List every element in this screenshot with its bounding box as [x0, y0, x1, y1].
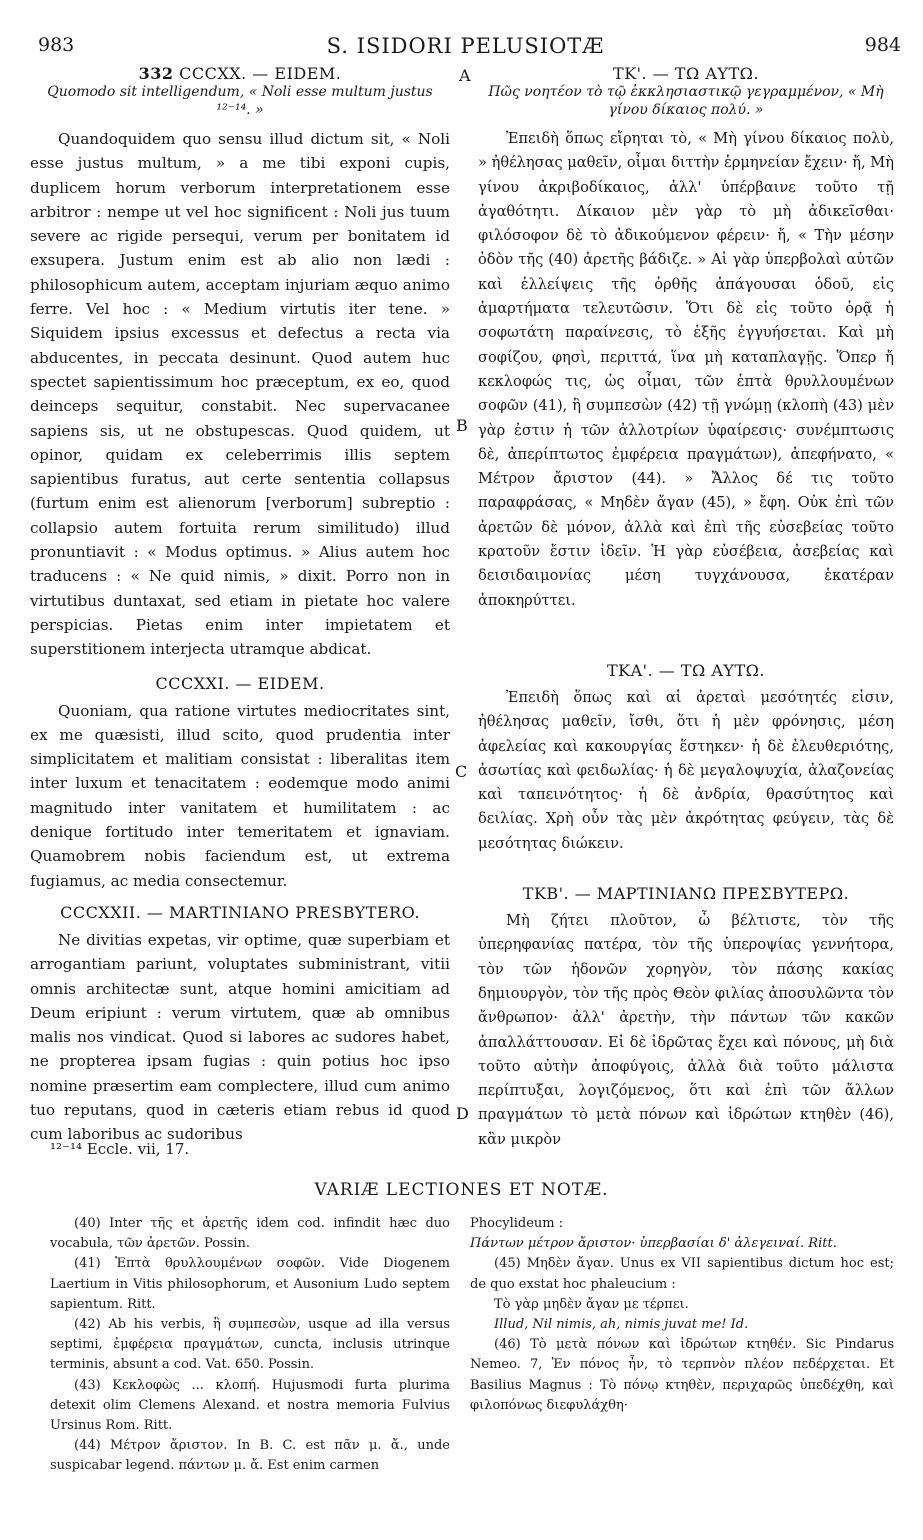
- scripture-footnote: ¹²⁻¹⁴ Eccle. vii, 17.: [50, 1140, 190, 1158]
- phocylides-quote: Πάντων μέτρον ἄριστον· ὑπερβασίαι δ' ἀλεγειναί. Ritt.: [470, 1236, 837, 1252]
- greek-paragraph-1: Ἐπειδὴ ὅπως εἴρηται τὸ, « Μὴ γίνου δίκαιος πολὺ, » ἠθέλησας μαθεῖν, οἶμαι διττὴν ἑρμηνείαν ἔχειν· ἤ, Μὴ γίνου ἀκριβοδίκαιος, ἀλλ' ὑπέρβαινε τοῦτο τῇ ἀγαθότητι. Δίκαιον μὲν γὰρ τὸ μὴ ἀδικεῖσθαι· φιλόσοφον δὲ τὸ ἀδικούμενον φέρειν· ἤ, « Τὴν μέσην ὁδὸν τῆς (40) ἀρετῆς βάδιζε. » Αἱ γὰρ ὑπερβολαὶ αὐτῶν καὶ ἐλλείψεις τῆς ὀρθῆς ἀπάγουσαι ὁδοῦ, εἰς ἁμαρτήματα τελευτῶσιν. Ὅτι δὲ εἰς τοῦτο ὁρᾷ ἡ σοφωτάτη παραίνεσις, τὸ ἑξῆς ἐγγυήσεται. Καὶ μὴ σοφίζου, φησὶ, περιττά, ἵνα μὴ καταπλαγῇς. Ὅπερ ἤ κεκλοφώς τις, ὡς οἶμαι, τῶν ἑπτὰ θρυλλουμένων σοφῶν (41), ἢ συμπεσὼν (42) τῇ γνώμῃ (κλοπὴ (43) μὲν γὰρ ἐστιν ἡ τῶν ἀλλοτρίων ὑφαίρεσις· συνέμπτωσις δὲ, ἀπερίπτωτος ἐμφέρεια πραγμάτων), ἀπεφήνατο, « Μέτρον ἄριστον (44). » Ἄλλος δέ τις τοῦτο παραφράσας, « Μηδὲν ἄγαν (45), » ἔφη. Οὐκ ἐπὶ τῶν ἀρετῶν δὲ μόνον, ἀλλὰ καὶ ἐπὶ τῆς εὐσεβείας τοῦτο κρατοῦν ἔστιν ἰδεῖν. Ἡ γὰρ εὐσέβεια, ἀσεβείας καὶ δεισιδαιμονίας μέση τυγχάνουσα, ἑκατέραν ἀποκηρύττει.: [478, 130, 894, 609]
- margin-letter-c: C: [455, 762, 468, 781]
- note-46: (46) Τὸ μετὰ πόνων καὶ ἱδρώτων κτηθέν. Sic Pindarus Nemeo. 7, Ἐν πόνος ἦν, τὸ τερπνὸν πλέον πεδέρχεται. Et Basilius Magnus : Τὸ πόνῳ κτηθὲν, περιχαρῶς ὑπεδέχθη, καὶ φιλοπόνως διεφυλάχθη·: [470, 1337, 894, 1413]
- latin-column: [30, 64, 450, 1147]
- margin-letter-d: D: [456, 1104, 469, 1123]
- page-number-right: 984: [864, 34, 901, 56]
- phaleucium-greek: Τὸ γὰρ μηδὲν ἄγαν με τέρπει.: [494, 1296, 689, 1312]
- margin-letter-a: A: [459, 66, 471, 85]
- phaleucium-latin: Illud, Nil nimis, ah, nimis juvat me! Id.: [494, 1317, 749, 1333]
- margin-letter-b: B: [456, 416, 468, 435]
- note-44: (44) Μέτρον ἄριστον. In B. C. est πᾶν μ. ἄ., unde suspicabar legend. πάντων μ. ἄ. Est enim carmen: [50, 1438, 450, 1474]
- latin-paragraph-2: Quoniam, qua ratione virtutes mediocritates sint, ex me quæsisti, illud scito, quod prudentia inter simplicitatem et malitiam consistat : liberalitas item inter luxum et tenacitatem : eodemque modo animi magnitudo inter vanitatem et humilitatem : ac denique fortitudo inter temeritatem et ignaviam. Quamobrem nobis faciendum est, ut extrema fugiamus, ac media consectemur.: [30, 701, 450, 890]
- note-44-continued: Phocylideum :: [470, 1216, 564, 1231]
- greek-paragraph-2: Ἐπειδὴ ὅπως καὶ αἱ ἀρεταὶ μεσότητές εἰσιν, ἠθέλησας μαθεῖν, ἴσθι, ὅτι ἡ μὲν φρόνησις, μέση ἀφελείας καὶ κακουργίας ἕστηκεν· ἡ δὲ ἐλευθεριότης, ἀσωτίας καὶ φειδωλίας· ἡ δὲ μεγαλοψυχία, ἀλαζονείας καὶ ταπεινότητος· ἡ δὲ ἀνδρία, θρασύτητος καὶ δειλίας. Χρὴ οὖν τὰς μὲν ἀκρότητας φεύγειν, τὰς δὲ μεσότητας διώκειν.: [478, 688, 894, 852]
- latin-section-heading-1: [30, 64, 450, 83]
- greek-paragraph-3: Μὴ ζήτει πλοῦτον, ὦ βέλτιστε, τὸν τῆς ὑπερηφανίας πατέρα, τὸν τῆς ὑπεροψίας γεννήτορα, τὸν τῶν ἡδονῶν χορηγὸν, τὸν πάσης κακίας δημιουργὸν, τὸν τῆς πρὸς Θεὸν φιλίας ἀποσυλῶντα τὸν ἄνθρωπον· ἀλλ' ἀρετὴν, τὴν πάντων τῶν κακῶν ἀπαλλάττουσαν. Εἰ δὲ ἱδρῶτας ἔχει καὶ πόνους, μὴ διὰ τοῦτο αὐτὴν ἀποφύγοις, ἀλλὰ διὰ τοῦτο μάλιστα περίπτυξαι, λογιζόμενος, ὅτι καὶ ἐπὶ τῶν ἄλλων πραγμάτων τὸ μετὰ πόνων καὶ ἱδρώτων κτηθὲν (46), κἂν μικρὸν: [478, 912, 894, 1148]
- greek-section-heading-2: ΤΚΑ'. — ΤΩ ΑΥΤΩ.: [607, 660, 765, 680]
- note-45: (45) Μηδὲν ἄγαν. Unus ex VII sapientibus dictum hoc est; de quo exstat hoc phaleucium :: [470, 1256, 894, 1292]
- notes-left-column: [50, 1214, 450, 1477]
- letter-number: 332: [138, 64, 174, 83]
- greek-section-heading-1: ΤΚ'. — ΤΩ ΑΥΤΩ.: [613, 64, 759, 83]
- latin-subtitle: Quomodo sit intelligendum, « Noli esse multum justus ¹²⁻¹⁴. »: [47, 84, 433, 118]
- running-header: [30, 34, 901, 64]
- latin-paragraph-3: Ne divitias expetas, vir optime, quæ superbiam et arrogantiam pariunt, voluptates subministrant, vitii omnis architectæ sunt, atque homini amicitiam ad Deum eripiunt : verum virtutem, quæ ab omnibus malis nos vindicat. Quod si labores ac sudores habet, ne propterea ipsam fugias : quin potius hoc ipso nomine præsertim eam complectere, illud cum animo tuo reputans, quod in cæteris etiam rebus id quod cum laboribus ac sudoribus: [30, 930, 450, 1144]
- greek-section-heading-3: ΤΚΒ'. — ΜΑΡΤΙΝΙΑΝΩ ΠΡΕΣΒΥΤΕΡΩ.: [522, 884, 850, 904]
- notes-heading: VARIÆ LECTIONES ET NOTÆ.: [314, 1180, 609, 1200]
- latin-paragraph-1: Quandoquidem quo sensu illud dictum sit, « Noli esse justus multum, » a me tibi exponi cupis, duplicem horum verborum interpretationem esse arbitror : nempe ut vel hoc significent : Noli jus tuum severe ac rigide persequi, verum per bonitatem id exsupera. Justum enim est ab alio non lædi : philosophicum autem, acceptam injuriam æquo animo ferre. Vel hoc : « Medium virtutis iter tene. » Siquidem ipsius excessus et defectus a recta via abducentes, in peccata desinunt. Quod autem huc spectet sapientissimum hoc præceptum, ex eo, quod deinceps sequitur, constabit. Nec supervacanee sapiens sis, ut ne obstupescas. Quod quidem, ut opinor, quidam ex celeberrimis illis septem sapientibus furatus, aut certe sententia collapsus (furtum enim est alienorum [verborum] subreptio : collapsio autem fortuita rerum similitudo) illud pronuntiavit : « Modus optimus. » Alius autem hoc traducens : « Ne quid nimis, » dixit. Porro non in virtutibus duntaxat, sed etiam in pietate hoc valere perspicias. Pietas enim inter impietatem et superstitionem interjecta utramque abdicat.: [30, 130, 450, 659]
- latin-section-heading-3: CCCXXII. — MARTINIANO PRESBYTERO.: [60, 902, 420, 922]
- notes-right-column: [470, 1214, 894, 1416]
- page-number-left: 983: [38, 34, 75, 56]
- latin-section-heading-2: CCCXXI. — EIDEM.: [155, 673, 325, 693]
- heading-text: CCCXX. — EIDEM.: [179, 64, 342, 83]
- greek-subtitle: Πῶς νοητέον τὸ τῷ ἐκκλησιαστικῷ γεγραμμένον, « Μὴ γίνου δίκαιος πολύ. »: [488, 84, 884, 118]
- running-title: S. ISIDORI PELUSIOTÆ: [326, 34, 605, 58]
- note-40: (40) Inter τῆς et ἀρετῆς idem cod. infindit hæc duo vocabula, τῶν ἀρετῶν. Possin.: [50, 1216, 450, 1252]
- note-42: (42) Ab his verbis, ἢ συμπεσὼν, usque ad illa versus septimi, ἐμφέρεια πραγμάτων, cuncta, inclusis utrinque terminis, absunt a cod. Vat. 650. Possin.: [50, 1317, 450, 1373]
- note-43: (43) Κεκλοφὼς ... κλοπή. Hujusmodi furta plurima detexit olim Clemens Alexand. et nostra memoria Fulvius Ursinus Rom. Ritt.: [50, 1377, 450, 1434]
- greek-column: [478, 64, 894, 1152]
- note-41: (41) Ἑπτὰ θρυλλουμένων σοφῶν. Vide Diogenem Laertium in Vitis philosophorum, et Ausonium Ludo septem sapientum. Ritt.: [50, 1256, 450, 1312]
